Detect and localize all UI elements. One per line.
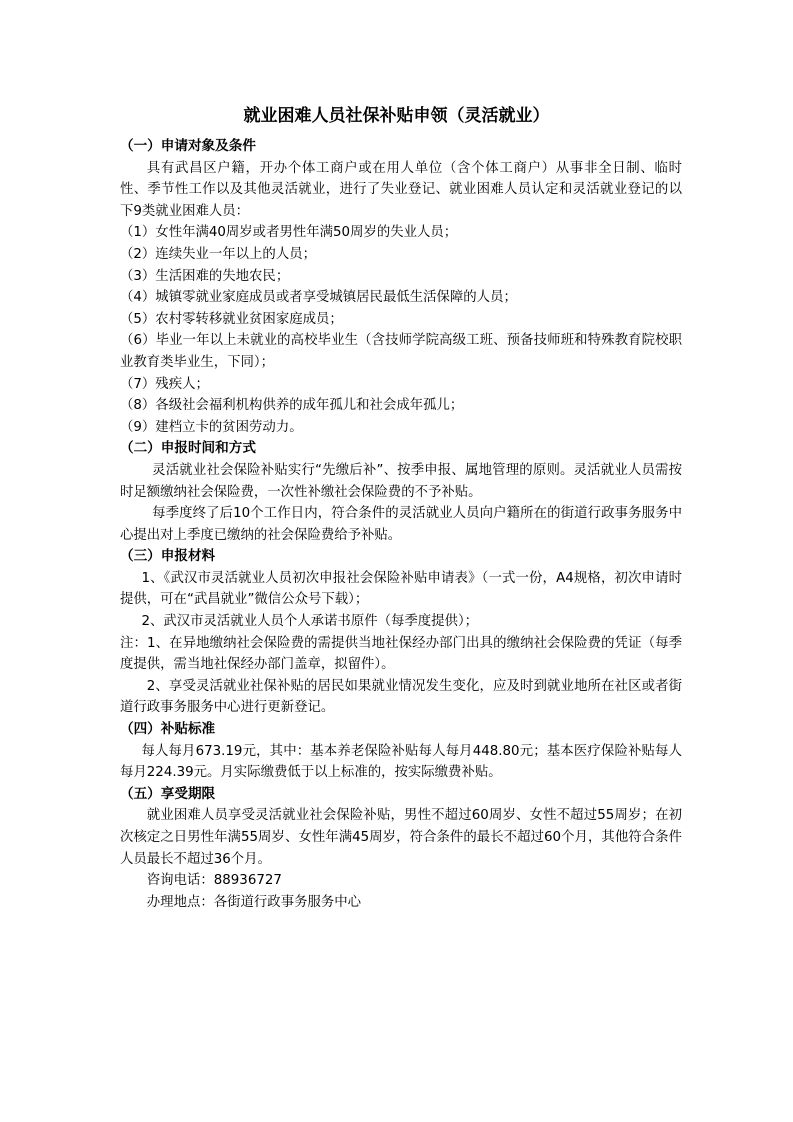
section3-note-2: 2、享受灵活就业社保补贴的居民如果就业情况发生变化，应及时到就业地所在社区或者街道行政事务服务中心进行更新登记。 [120,678,682,716]
section-heading-1: （一）申请对象及条件 [120,138,256,154]
document-body [120,136,682,913]
office-address: 办理地点：各街道行政事务服务中心 [146,894,362,910]
section1-item-1: （1）女性年满40周岁或者男性年满50周岁的失业人员； [120,225,458,241]
section4-paragraph: 每人每月673.19元，其中：基本养老保险补贴每人每月448.80元；基本医疗保险补贴每人每月224.39元。月实际缴费低于以上标准的，按实际缴费补贴。 [120,743,682,781]
section1-item-2: （2）连续失业一年以上的人员； [120,246,316,262]
section1-item-7: （7）残疾人； [120,376,209,392]
section1-item-8: （8）各级社会福利机构供养的成年孤儿和社会成年孤儿； [120,398,464,414]
section1-item-3: （3）生活困难的失地农民； [120,268,290,284]
section-heading-3: （三）申报材料 [120,548,216,565]
section2-paragraph-2: 每季度终了后10个工作日内，符合条件的灵活就业人员向户籍所在的街道行政事务服务中心提出对上季度已缴纳的社会保险费给予补贴。 [120,506,682,543]
section1-intro: 具有武昌区户籍，开办个体工商户或在用人单位（含个体工商户）从事非全日制、临时性、季节性工作以及其他灵活就业，进行了失业登记、就业困难人员认定和灵活就业登记的以下9类就业困难人员： [120,160,682,219]
section-heading-2: （二）申报时间和方式 [120,440,256,457]
section1-item-4: （4）城镇零就业家庭成员或者享受城镇居民最低生活保障的人员； [120,290,517,306]
section1-item-9: （9）建档立卡的贫困劳动力。 [120,419,303,435]
section2-paragraph-1: 灵活就业社会保险补贴实行“先缴后补”、按季申报、属地管理的原则。灵活就业人员需按时足额缴纳社会保险费，一次性补缴社会保险费的不予补贴。 [120,462,682,500]
section1-item-6: （6）毕业一年以上未就业的高校毕业生（含技师学院高级工班、预备技师班和特殊教育院校职业教育类毕业生，下同）； [120,333,682,370]
section3-note-1: 注：1、在异地缴纳社会保险费的需提供当地社保经办部门出具的缴纳社会保险费的凭证（每季度提供，需当地社保经办部门盖章，拟留件）。 [120,635,682,673]
document-title: 就业困难人员社保补贴申领（灵活就业） [243,106,550,126]
section3-item-2: 2、武汉市灵活就业人员个人承诺书原件（每季度提供）； [141,614,479,630]
section5-paragraph: 就业困难人员享受灵活就业社会保险补贴，男性不超过60周岁、女性不超过55周岁；在初次核定之日男性年满55周岁、女性年满45周岁，符合条件的最长不超过60个月，其他符合条件人员最长不超过36个月。 [120,808,682,867]
consult-phone: 咨询电话：88936727 [146,873,282,889]
section1-item-5: （5）农村零转移就业贫困家庭成员； [120,311,343,327]
section-heading-4: （四）补贴标准 [120,721,216,738]
section3-item-1: 1、《武汉市灵活就业人员初次申报社会保险补贴申请表》（一式一份，A4规格，初次申请时提供，可在“武昌就业”微信公众号下载）； [120,570,682,608]
section-heading-5: （五）享受期限 [120,785,216,802]
